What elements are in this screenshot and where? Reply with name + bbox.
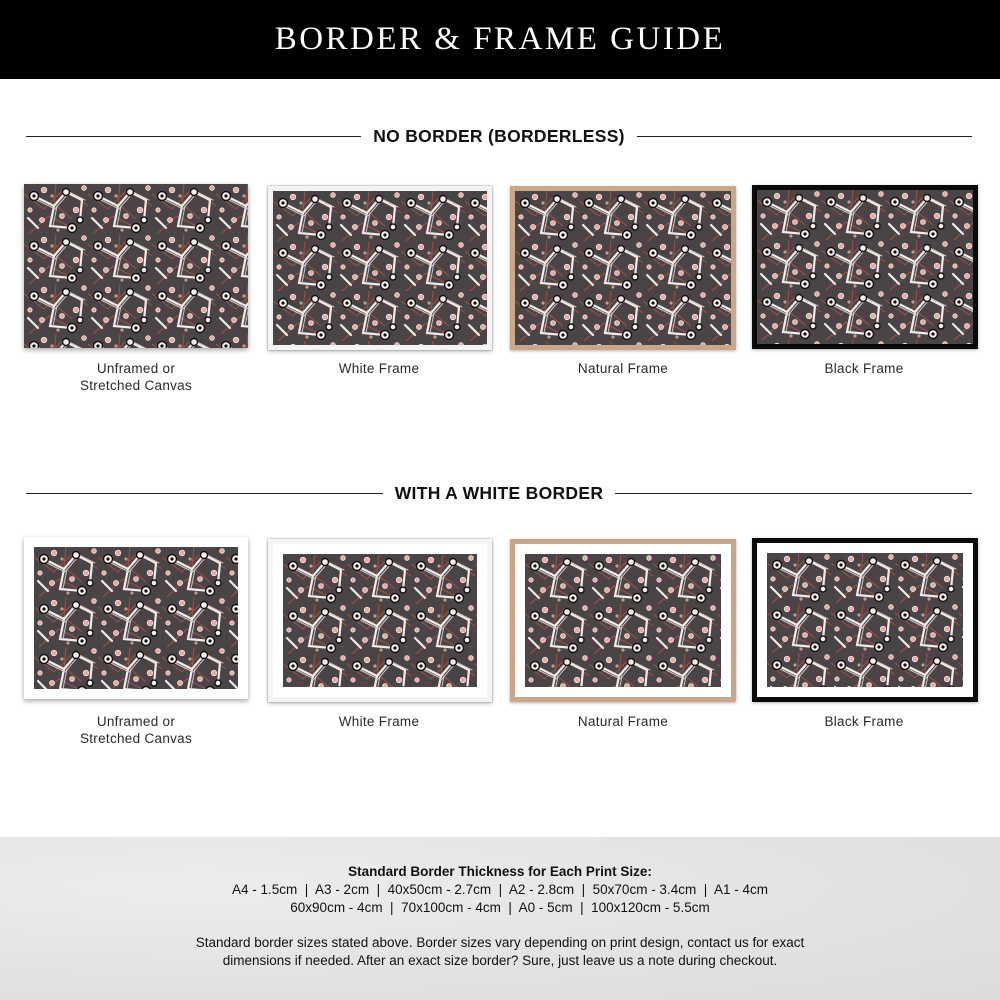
artwork-image [34, 547, 238, 689]
artwork-unframed-borderless [24, 184, 248, 348]
caption-line: White Frame [338, 361, 420, 376]
artwork-black-frame-white-border [752, 538, 978, 702]
caption-line: Natural Frame [577, 714, 669, 729]
sizes-line-1: A4 - 1.5cm | A3 - 2cm | 40x50cm - 2.7cm | A2 - 2.8cm | 50x70cm - 3.4cm | A1 - 4cm [232, 882, 768, 897]
caption-line: Natural Frame [577, 361, 669, 376]
artwork-unframed-white-border [24, 537, 248, 699]
divider-line [615, 493, 972, 495]
border-thickness-info [0, 837, 1000, 1000]
caption-unframed [23, 360, 249, 394]
thickness-heading: Standard Border Thickness for Each Print Size: [348, 864, 652, 879]
section-heading-white-border [26, 483, 972, 504]
caption-line: Unframed or [96, 714, 176, 729]
artwork-white-frame-borderless [268, 186, 492, 350]
section-title: WITH A WHITE BORDER [394, 483, 604, 503]
artwork-black-frame-borderless [752, 185, 978, 349]
artwork-image [273, 191, 487, 345]
artwork-natural-frame-white-border [510, 539, 736, 702]
caption-white-frame [266, 360, 492, 377]
page-header [0, 0, 1000, 79]
caption-black-frame [751, 360, 977, 377]
note-line-1: Standard border sizes stated above. Border sizes vary depending on print design, contact us for exact [195, 935, 805, 950]
artwork-image [24, 184, 248, 348]
caption-line: Unframed or [96, 361, 176, 376]
caption-line: Black Frame [824, 714, 904, 729]
caption-line: Stretched Canvas [79, 731, 193, 746]
artwork-image [515, 191, 731, 345]
caption-line: Black Frame [824, 361, 904, 376]
caption-natural-frame [510, 360, 736, 377]
section-heading-no-border [26, 126, 972, 147]
divider-line [26, 136, 361, 138]
caption-black-frame [751, 713, 977, 730]
caption-natural-frame [510, 713, 736, 730]
artwork-image [767, 553, 963, 687]
artwork-image [757, 190, 973, 344]
artwork-natural-frame-borderless [510, 186, 736, 350]
caption-line: Stretched Canvas [79, 378, 193, 393]
artwork-image [283, 554, 477, 687]
divider-line [26, 493, 383, 495]
artwork-white-frame-white-border [268, 539, 492, 702]
artwork-image [525, 554, 721, 687]
sizes-line-2: 60x90cm - 4cm | 70x100cm - 4cm | A0 - 5cm | 100x120cm - 5.5cm [290, 900, 710, 915]
page-title: BORDER & FRAME GUIDE [274, 21, 726, 57]
caption-unframed [23, 713, 249, 747]
note-line-2: dimensions if needed. After an exact size border? Sure, just leave us a note during checkout. [222, 953, 778, 968]
divider-line [637, 136, 972, 138]
section-title: NO BORDER (BORDERLESS) [373, 126, 625, 146]
caption-line: White Frame [338, 714, 420, 729]
caption-white-frame [266, 713, 492, 730]
